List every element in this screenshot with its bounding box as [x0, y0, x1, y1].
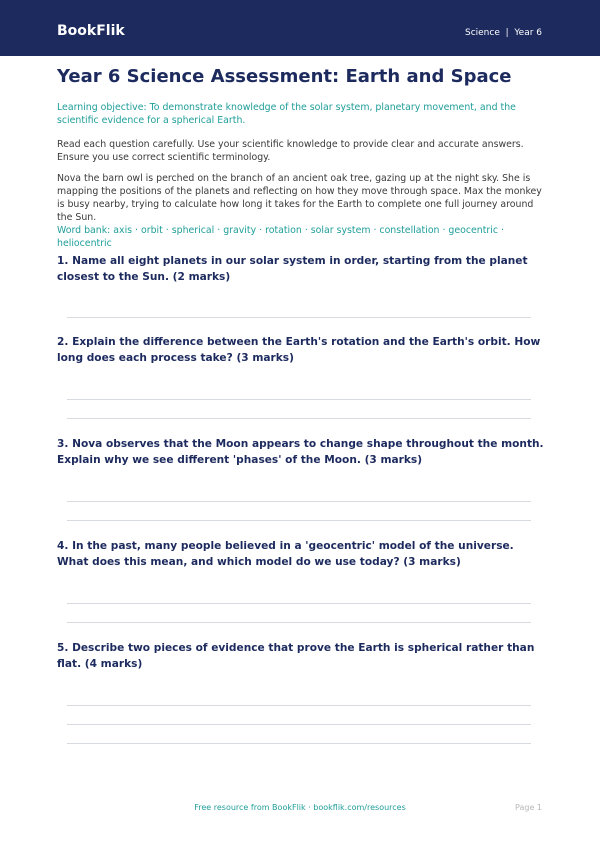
question-4: 4. In the past, many people believed in a 'geocentric' model of the universe. What does this mean, and which model do we use today? (3 marks)	[57, 540, 514, 568]
answer-line[interactable]	[67, 743, 531, 744]
subject-year-label: Science | Year 6	[464, 28, 542, 38]
header-bar	[0, 0, 600, 56]
question-2: 2. Explain the difference between the Earth's rotation and the Earth's orbit. How long does each process take? (3 marks)	[57, 336, 541, 364]
instructions-text: Read each question carefully. Use your scientific knowledge to provide clear and accurate answers. Ensure you use correct scientific terminology.	[57, 139, 524, 163]
answer-line[interactable]	[67, 501, 531, 502]
brand-logo: BookFlik	[57, 23, 125, 39]
learning-objective: Learning objective: To demonstrate knowledge of the solar system, planetary movement, and the scientific evidence for a spherical Earth.	[57, 102, 516, 126]
answer-line[interactable]	[67, 603, 531, 604]
page-title: Year 6 Science Assessment: Earth and Space	[57, 66, 512, 87]
answer-line[interactable]	[67, 724, 531, 725]
answer-line[interactable]	[67, 622, 531, 623]
answer-line[interactable]	[67, 705, 531, 706]
word-bank: Word bank: axis · orbit · spherical · gravity · rotation · solar system · constellation · geocentric · heliocentric	[57, 225, 505, 249]
answer-line[interactable]	[67, 317, 531, 318]
page-number: Page 1	[515, 803, 542, 812]
question-5: 5. Describe two pieces of evidence that prove the Earth is spherical rather than flat. (4 marks)	[57, 642, 535, 670]
answer-line[interactable]	[67, 418, 531, 419]
question-3: 3. Nova observes that the Moon appears to change shape throughout the month. Explain why we see different 'phases' of the Moon. (3 marks)	[57, 438, 544, 466]
story-text: Nova the barn owl is perched on the branch of an ancient oak tree, gazing up at the night sky. She is mapping the positions of the planets and reflecting on how they move through space. Max the monkey is busy nearby, trying to calculate how long it takes for the Earth to complete one full journey around the Sun.	[57, 173, 542, 223]
footer-resource-link[interactable]: Free resource from BookFlik · bookflik.com/resources	[194, 803, 406, 812]
answer-line[interactable]	[67, 520, 531, 521]
answer-line[interactable]	[67, 399, 531, 400]
question-1: 1. Name all eight planets in our solar system in order, starting from the planet closest to the Sun. (2 marks)	[57, 255, 528, 283]
